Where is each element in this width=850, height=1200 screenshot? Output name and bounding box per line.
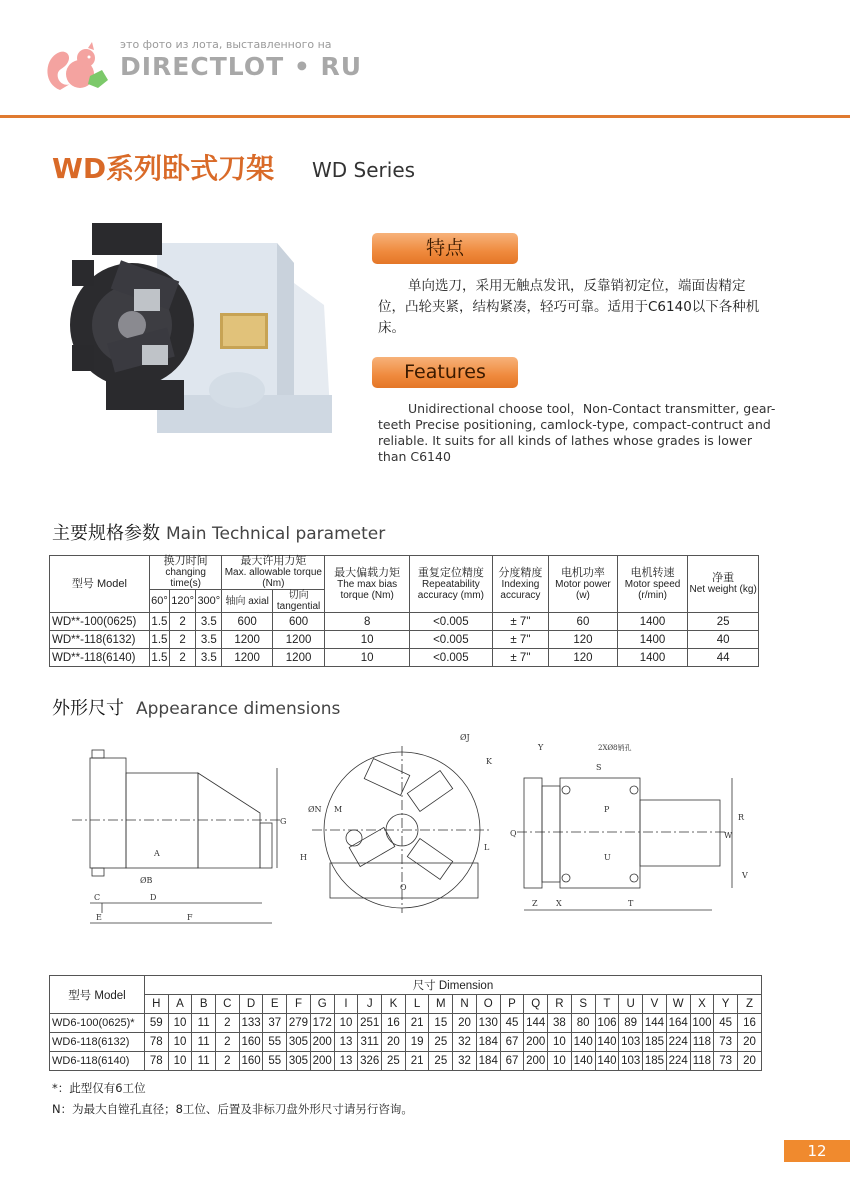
dim-cell: 200 — [310, 1052, 334, 1071]
tech-cell: 3.5 — [196, 649, 222, 667]
dim-cell: 144 — [643, 1014, 667, 1033]
th-power: 电机功率 Motor power (w) — [549, 556, 618, 613]
appearance-heading — [52, 694, 340, 720]
dim-cell: 38 — [548, 1014, 572, 1033]
tech-cell: <0.005 — [410, 631, 493, 649]
dim-cell: 140 — [595, 1052, 619, 1071]
dim-col-header: G — [310, 995, 334, 1014]
dim-col-header: Q — [524, 995, 548, 1014]
dim-row — [50, 1033, 762, 1052]
svg-text:F: F — [187, 913, 193, 922]
dim-cell-model: WD6-118(6140) — [50, 1052, 145, 1071]
dim-col-header: A — [168, 995, 192, 1014]
dim-col-header: U — [619, 995, 643, 1014]
dim-col-header: T — [595, 995, 619, 1014]
dim-cell: 160 — [239, 1033, 263, 1052]
dim-col-header: S — [571, 995, 595, 1014]
tech-cell: 600 — [272, 613, 324, 631]
header-rule — [0, 115, 850, 118]
page-number: 12 — [784, 1140, 850, 1162]
tech-row — [50, 613, 759, 631]
features-en-text: Unidirectional choose tool，Non-Contact transmitter, gear-teeth Precise positioning, camlock-type, compact-contruct and reliable. It suits for all kinds of lathes whose grades is lower than C6140 — [378, 401, 776, 464]
tech-cell-model: WD**-118(6132) — [50, 631, 150, 649]
dim-cell: 45 — [500, 1014, 524, 1033]
th-speed: 电机转速 Motor speed (r/min) — [617, 556, 688, 613]
th-model: 型号 Model — [50, 556, 150, 613]
svg-text:U: U — [604, 853, 611, 862]
top-view-drawing — [510, 743, 748, 910]
th-axial: 轴向 axial — [222, 590, 272, 613]
tech-cell: 1200 — [222, 649, 272, 667]
dim-col-header: J — [358, 995, 382, 1014]
dim-cell: 13 — [334, 1052, 358, 1071]
dim-cell: 106 — [595, 1014, 619, 1033]
tech-cell: 1200 — [272, 631, 324, 649]
svg-text:Y: Y — [538, 743, 544, 752]
svg-text:ØN: ØN — [308, 805, 322, 814]
dim-cell: 100 — [690, 1014, 714, 1033]
dim-cell: 305 — [287, 1033, 311, 1052]
dim-cell: 55 — [263, 1052, 287, 1071]
dim-cell: 140 — [595, 1033, 619, 1052]
dim-col-header: E — [263, 995, 287, 1014]
dim-cell: 10 — [548, 1052, 572, 1071]
tech-cell: ± 7" — [492, 613, 548, 631]
tech-cell: 1200 — [272, 649, 324, 667]
watermark-logo: DIRECTLOT • RU — [120, 52, 363, 81]
dim-cell: 130 — [476, 1014, 500, 1033]
svg-text:Z: Z — [532, 899, 538, 908]
dim-cell: 73 — [714, 1052, 738, 1071]
svg-text:ØJ: ØJ — [460, 733, 470, 742]
dim-col-header: L — [405, 995, 429, 1014]
dim-cell: 118 — [690, 1052, 714, 1071]
dim-cell: 45 — [714, 1014, 738, 1033]
svg-text:A: A — [154, 849, 160, 858]
dim-cell: 16 — [737, 1014, 761, 1033]
dim-cell: 184 — [476, 1033, 500, 1052]
dim-cell: 25 — [429, 1052, 453, 1071]
th-weight: 净重 Net weight (kg) — [688, 556, 759, 613]
tech-parameter-table — [49, 555, 759, 667]
dim-cell: 144 — [524, 1014, 548, 1033]
dim-cell-model: WD6-100(0625)* — [50, 1014, 145, 1033]
dim-col-header: Y — [714, 995, 738, 1014]
th-repeat: 重复定位精度 Repeatability accuracy (mm) — [410, 556, 493, 613]
dim-cell: 16 — [382, 1014, 406, 1033]
dim-cell: 172 — [310, 1014, 334, 1033]
tech-cell: 8 — [325, 613, 410, 631]
svg-text:K: K — [486, 757, 492, 766]
svg-text:O: O — [400, 883, 407, 892]
svg-text:M: M — [334, 805, 343, 814]
dim-cell: 2 — [216, 1033, 240, 1052]
dim-col-header: O — [476, 995, 500, 1014]
dim-cell: 118 — [690, 1033, 714, 1052]
tech-cell: 10 — [325, 649, 410, 667]
dim-cell: 279 — [287, 1014, 311, 1033]
dim-col-header: I — [334, 995, 358, 1014]
dim-cell: 20 — [453, 1014, 477, 1033]
tech-cell: ± 7" — [492, 649, 548, 667]
svg-text:S: S — [596, 763, 602, 772]
tech-cell-model: WD**-100(0625) — [50, 613, 150, 631]
dim-col-header: W — [666, 995, 690, 1014]
dim-cell: 140 — [571, 1033, 595, 1052]
tech-cell: 1400 — [617, 613, 688, 631]
dim-cell: 80 — [571, 1014, 595, 1033]
page-title-en: WD Series — [312, 158, 416, 182]
tech-cell: 2 — [170, 631, 196, 649]
dim-cell: 32 — [453, 1033, 477, 1052]
appearance-heading-cn: 外形尺寸 — [52, 698, 124, 719]
svg-text:2XØ8销孔: 2XØ8销孔 — [598, 744, 632, 752]
th-bias: 最大偏载力矩 The max bias torque (Nm) — [325, 556, 410, 613]
tech-row — [50, 631, 759, 649]
dim-cell: 200 — [310, 1033, 334, 1052]
svg-text:L: L — [484, 843, 490, 852]
dim-cell: 21 — [405, 1052, 429, 1071]
appearance-heading-en: Appearance dimensions — [136, 699, 341, 719]
dim-cell: 185 — [643, 1052, 667, 1071]
svg-text:X: X — [556, 899, 562, 908]
features-cn-label: 特点 — [372, 233, 518, 264]
th-120: 120° — [170, 590, 196, 613]
tech-cell: 1.5 — [149, 649, 169, 667]
dim-col-header: R — [548, 995, 572, 1014]
tech-heading-en: Main Technical parameter — [166, 524, 386, 544]
tech-cell: 1200 — [222, 631, 272, 649]
dim-cell: 103 — [619, 1033, 643, 1052]
dim-col-header: M — [429, 995, 453, 1014]
page-title: WD系列卧式刀架 — [52, 152, 275, 185]
dim-cell: 20 — [737, 1052, 761, 1071]
th-torque: 最大许用力矩 Max. allowable torque (Nm) — [222, 556, 325, 590]
dim-col-header: Z — [737, 995, 761, 1014]
dim-cell: 78 — [144, 1052, 168, 1071]
dim-cell: 10 — [168, 1014, 192, 1033]
dim-cell: 311 — [358, 1033, 382, 1052]
dim-cell: 25 — [382, 1052, 406, 1071]
features-en-label: Features — [372, 357, 518, 388]
dim-th-dimension: 尺寸 Dimension — [144, 976, 761, 995]
dim-cell: 251 — [358, 1014, 382, 1033]
dim-col-header: P — [500, 995, 524, 1014]
tech-cell: 120 — [549, 649, 618, 667]
dim-cell: 200 — [524, 1033, 548, 1052]
dim-col-header: D — [239, 995, 263, 1014]
tech-cell: ± 7" — [492, 631, 548, 649]
dim-cell: 59 — [144, 1014, 168, 1033]
th-tangential: 切向 tangential — [272, 590, 324, 613]
dim-col-header: V — [643, 995, 667, 1014]
dim-cell: 2 — [216, 1052, 240, 1071]
tech-row — [50, 649, 759, 667]
dim-cell: 25 — [429, 1033, 453, 1052]
dim-col-header: C — [216, 995, 240, 1014]
note-boring-diameter: N：为最大自镗孔直径；8工位、后置及非标刀盘外形尺寸请另行咨询。 — [52, 1102, 413, 1116]
tech-cell: 25 — [688, 613, 759, 631]
dim-cell: 13 — [334, 1033, 358, 1052]
dim-col-header: B — [192, 995, 216, 1014]
svg-text:T: T — [628, 899, 634, 908]
th-300: 300° — [196, 590, 222, 613]
svg-text:E: E — [96, 913, 102, 922]
tech-cell: 2 — [170, 613, 196, 631]
tech-cell: 10 — [325, 631, 410, 649]
svg-text:P: P — [604, 805, 610, 814]
dimension-drawings — [62, 728, 762, 938]
dimension-table — [49, 975, 762, 1071]
dim-col-header: H — [144, 995, 168, 1014]
dim-row — [50, 1052, 762, 1071]
dim-cell: 10 — [168, 1052, 192, 1071]
dim-row — [50, 1014, 762, 1033]
dim-cell: 78 — [144, 1033, 168, 1052]
features-cn-text: 单向选刀，采用无触点发讯，反靠销初定位，端面齿精定位，凸轮夹紧，结构紧凑，轻巧可靠。适用于C6140以下各种机床。 — [378, 278, 760, 336]
tech-cell: 1400 — [617, 649, 688, 667]
note-six-station: *：此型仅有6工位 — [52, 1081, 146, 1095]
watermark-caption: это фото из лота, выставленного на — [120, 38, 332, 51]
tech-cell: 60 — [549, 613, 618, 631]
th-index: 分度精度 Indexing accuracy — [492, 556, 548, 613]
th-change: 换刀时间 changing time(s) — [149, 556, 222, 590]
th-60: 60° — [149, 590, 169, 613]
dim-col-header: F — [287, 995, 311, 1014]
svg-text:ØB: ØB — [140, 876, 153, 885]
tech-cell: 600 — [222, 613, 272, 631]
dim-cell: 21 — [405, 1014, 429, 1033]
dim-cell: 37 — [263, 1014, 287, 1033]
dim-col-header: N — [453, 995, 477, 1014]
dim-cell: 19 — [405, 1033, 429, 1052]
tech-cell: 1.5 — [149, 631, 169, 649]
front-view-drawing — [300, 733, 493, 913]
dim-cell: 20 — [382, 1033, 406, 1052]
dim-cell: 10 — [334, 1014, 358, 1033]
tech-cell-model: WD**-118(6140) — [50, 649, 150, 667]
dim-cell: 185 — [643, 1033, 667, 1052]
tech-cell: 2 — [170, 649, 196, 667]
tech-cell: 1.5 — [149, 613, 169, 631]
tech-cell: 44 — [688, 649, 759, 667]
dim-cell: 55 — [263, 1033, 287, 1052]
dim-cell: 15 — [429, 1014, 453, 1033]
dim-cell: 305 — [287, 1052, 311, 1071]
dim-cell: 103 — [619, 1052, 643, 1071]
dim-cell: 133 — [239, 1014, 263, 1033]
dim-cell: 224 — [666, 1052, 690, 1071]
tech-cell: 3.5 — [196, 613, 222, 631]
dim-cell: 11 — [192, 1052, 216, 1071]
tech-cell: 3.5 — [196, 631, 222, 649]
dim-cell: 140 — [571, 1052, 595, 1071]
svg-text:R: R — [738, 813, 745, 822]
dim-cell: 326 — [358, 1052, 382, 1071]
tech-cell: <0.005 — [410, 649, 493, 667]
dim-col-header: K — [382, 995, 406, 1014]
squirrel-logo-icon — [42, 40, 112, 96]
dim-cell: 224 — [666, 1033, 690, 1052]
dim-cell: 184 — [476, 1052, 500, 1071]
dim-cell-model: WD6-118(6132) — [50, 1033, 145, 1052]
dim-cell: 164 — [666, 1014, 690, 1033]
tool-post-photo — [62, 215, 362, 445]
dim-cell: 20 — [737, 1033, 761, 1052]
dim-cell: 67 — [500, 1052, 524, 1071]
dim-cell: 200 — [524, 1052, 548, 1071]
dim-cell: 32 — [453, 1052, 477, 1071]
tech-heading-cn: 主要规格参数 — [52, 523, 160, 544]
dim-cell: 10 — [168, 1033, 192, 1052]
dim-cell: 89 — [619, 1014, 643, 1033]
dim-cell: 2 — [216, 1014, 240, 1033]
dim-cell: 11 — [192, 1033, 216, 1052]
tech-heading — [52, 519, 385, 545]
svg-text:D: D — [150, 893, 157, 902]
tech-cell: 1400 — [617, 631, 688, 649]
svg-text:Q: Q — [510, 829, 517, 838]
dim-cell: 10 — [548, 1033, 572, 1052]
svg-text:H: H — [300, 853, 307, 862]
dim-cell: 73 — [714, 1033, 738, 1052]
tech-cell: 40 — [688, 631, 759, 649]
dim-col-header: X — [690, 995, 714, 1014]
svg-text:C: C — [94, 893, 101, 902]
dim-cell: 67 — [500, 1033, 524, 1052]
side-view-drawing — [72, 750, 286, 923]
svg-text:V: V — [742, 871, 748, 880]
dim-th-model: 型号 Model — [50, 976, 145, 1014]
tech-cell: <0.005 — [410, 613, 493, 631]
svg-text:W: W — [724, 831, 733, 840]
tech-cell: 120 — [549, 631, 618, 649]
dim-cell: 11 — [192, 1014, 216, 1033]
svg-text:G: G — [280, 817, 287, 826]
dim-cell: 160 — [239, 1052, 263, 1071]
